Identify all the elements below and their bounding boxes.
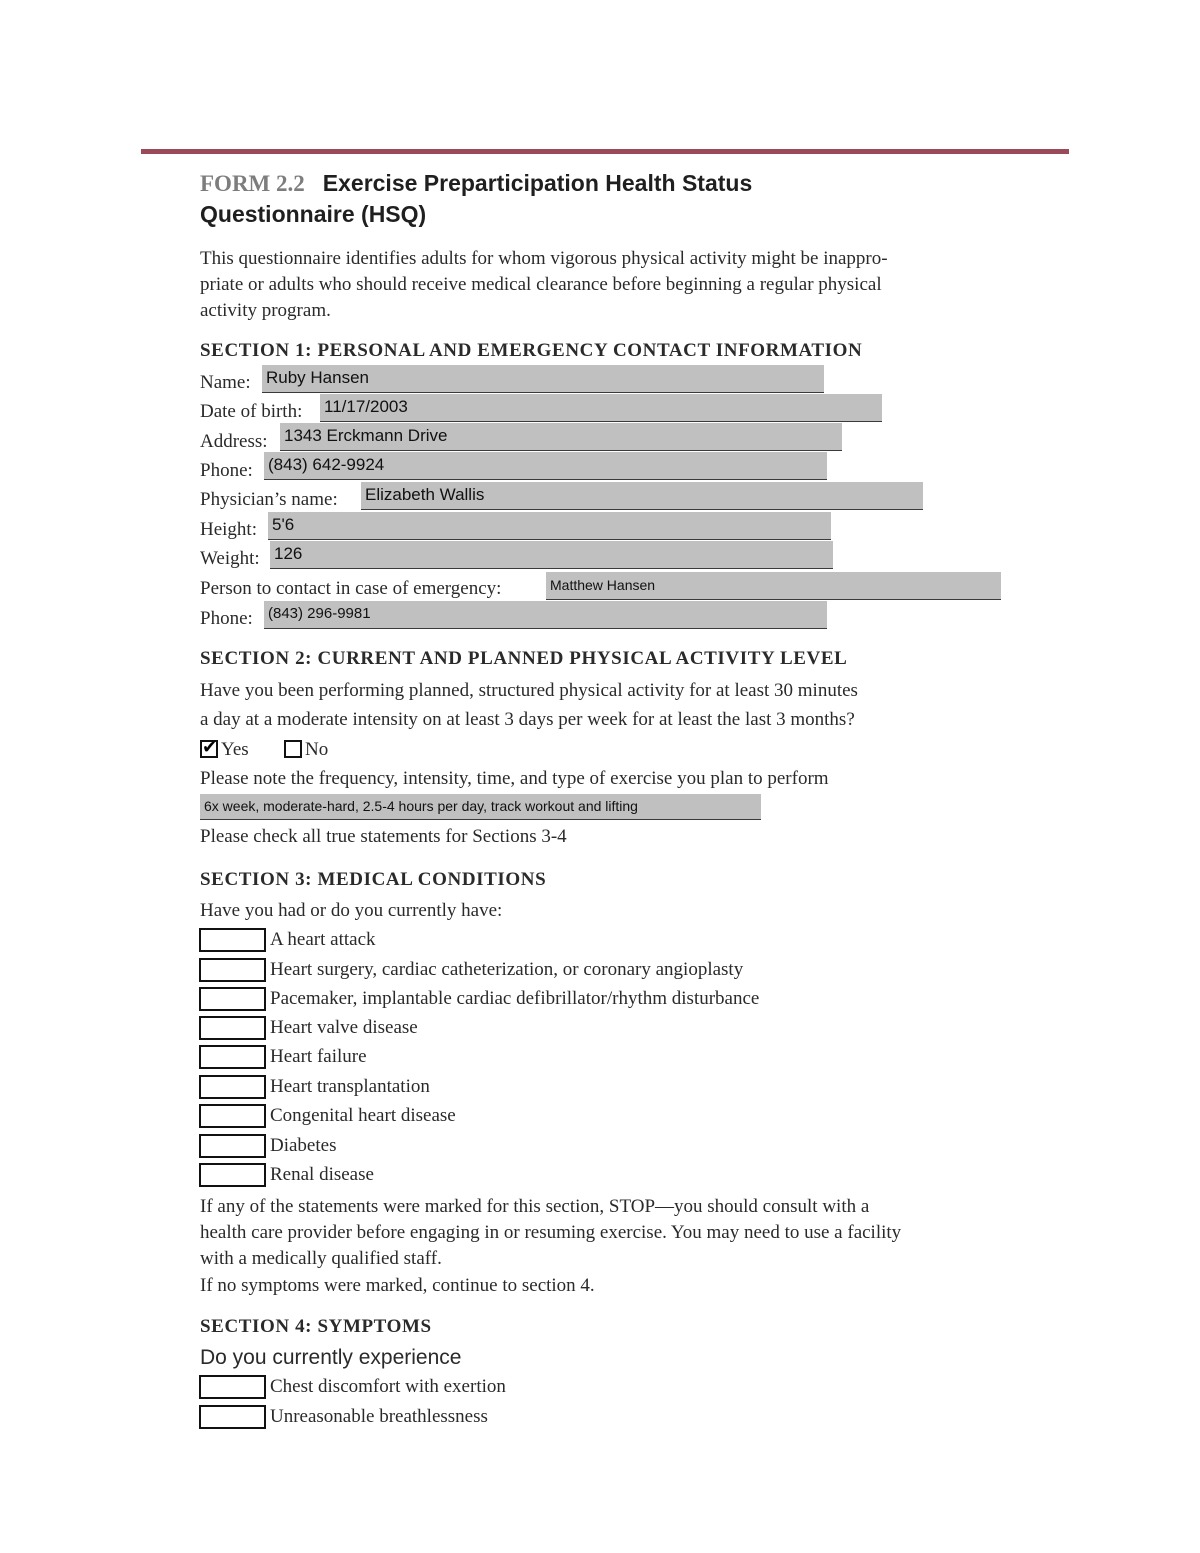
condition-checkbox[interactable] bbox=[199, 1016, 266, 1040]
emergency-phone-field[interactable]: (843) 296-9981 bbox=[264, 601, 827, 629]
form-number: FORM 2.2 bbox=[200, 171, 305, 196]
address-field-extension bbox=[824, 423, 842, 451]
yes-checkbox[interactable] bbox=[200, 737, 218, 758]
condition-checkbox[interactable] bbox=[199, 1045, 266, 1069]
phone-field[interactable]: (843) 642-9924 bbox=[264, 452, 827, 480]
dob-label: Date of birth: bbox=[200, 401, 303, 422]
dob-field-extension bbox=[824, 394, 882, 422]
continue-note: If no symptoms were marked, continue to section 4. bbox=[200, 1275, 595, 1296]
stop-line: health care provider before engaging in or resuming exercise. You may need to use a facility bbox=[200, 1222, 902, 1243]
weight-field[interactable]: 126 bbox=[270, 541, 833, 569]
condition-checkbox[interactable] bbox=[199, 1134, 266, 1158]
plan-prompt: Please note the frequency, intensity, time, and type of exercise you plan to perform bbox=[200, 768, 829, 789]
title-line-2: Questionnaire (HSQ) bbox=[200, 201, 427, 227]
name-label: Name: bbox=[200, 372, 251, 393]
no-label: No bbox=[305, 739, 329, 760]
checkmark-icon: ✔ bbox=[202, 737, 218, 758]
condition-checkbox[interactable] bbox=[199, 1104, 266, 1128]
condition-label: A heart attack bbox=[270, 929, 376, 950]
condition-checkbox[interactable] bbox=[199, 928, 266, 952]
stop-line: with a medically qualified staff. bbox=[200, 1248, 442, 1269]
condition-label: Heart failure bbox=[270, 1046, 367, 1067]
section-2-heading: SECTION 2: CURRENT AND PLANNED PHYSICAL ACTIVITY LEVEL bbox=[200, 648, 848, 669]
section-4-heading: SECTION 4: SYMPTOMS bbox=[200, 1316, 432, 1337]
condition-label: Heart surgery, cardiac catheterization, or coronary angioplasty bbox=[270, 959, 744, 980]
condition-label: Heart valve disease bbox=[270, 1017, 418, 1038]
section-1-heading: SECTION 1: PERSONAL AND EMERGENCY CONTACT INFORMATION bbox=[200, 340, 863, 361]
intro-line: This questionnaire identifies adults for whom vigorous physical activity might be inappro- bbox=[200, 248, 888, 269]
physician-label: Physician’s name: bbox=[200, 489, 338, 510]
condition-checkbox[interactable] bbox=[199, 987, 266, 1011]
condition-checkbox[interactable] bbox=[199, 1075, 266, 1099]
stop-paragraph bbox=[200, 1194, 1010, 1272]
emergency-phone-label: Phone: bbox=[200, 608, 253, 629]
symptom-checkbox[interactable] bbox=[199, 1405, 266, 1429]
dob-field[interactable]: 11/17/2003 bbox=[320, 394, 824, 422]
symptom-label: Chest discomfort with exertion bbox=[270, 1376, 506, 1397]
intro-line: activity program. bbox=[200, 300, 331, 321]
height-label: Height: bbox=[200, 519, 257, 540]
symptom-checkbox[interactable] bbox=[199, 1375, 266, 1399]
emergency-contact-field[interactable]: Matthew Hansen bbox=[546, 572, 1001, 600]
form-title bbox=[200, 168, 752, 230]
physician-field[interactable]: Elizabeth Wallis bbox=[361, 482, 923, 510]
address-field[interactable]: 1343 Erckmann Drive bbox=[280, 423, 824, 451]
top-accent-bar bbox=[141, 149, 1069, 154]
phone-label: Phone: bbox=[200, 460, 253, 481]
intro-paragraph bbox=[200, 246, 1000, 324]
section-3-heading: SECTION 3: MEDICAL CONDITIONS bbox=[200, 869, 547, 890]
stop-line: If any of the statements were marked for this section, STOP—you should consult with a bbox=[200, 1196, 870, 1217]
condition-label: Diabetes bbox=[270, 1135, 337, 1156]
section-4-prompt: Do you currently experience bbox=[200, 1346, 462, 1369]
weight-label: Weight: bbox=[200, 548, 260, 569]
condition-label: Renal disease bbox=[270, 1164, 374, 1185]
exercise-plan-field[interactable]: 6x week, moderate-hard, 2.5-4 hours per day, track workout and lifting bbox=[200, 794, 761, 820]
condition-label: Heart transplantation bbox=[270, 1076, 430, 1097]
condition-label: Pacemaker, implantable cardiac defibrillator/rhythm disturbance bbox=[270, 988, 760, 1009]
emergency-contact-label: Person to contact in case of emergency: bbox=[200, 578, 502, 599]
condition-checkbox[interactable] bbox=[199, 1163, 266, 1187]
address-label: Address: bbox=[200, 431, 268, 452]
check-statements-note: Please check all true statements for Sections 3-4 bbox=[200, 826, 567, 847]
condition-checkbox[interactable] bbox=[199, 958, 266, 982]
no-checkbox[interactable] bbox=[284, 740, 302, 758]
section-3-prompt: Have you had or do you currently have: bbox=[200, 900, 503, 921]
symptom-label: Unreasonable breathlessness bbox=[270, 1406, 488, 1427]
activity-question-line-2: a day at a moderate intensity on at least 3 days per week for at least the last 3 months? bbox=[200, 709, 855, 730]
activity-question-line-1: Have you been performing planned, structured physical activity for at least 30 minutes bbox=[200, 680, 858, 701]
condition-label: Congenital heart disease bbox=[270, 1105, 456, 1126]
intro-line: priate or adults who should receive medical clearance before beginning a regular physical bbox=[200, 274, 882, 295]
name-field[interactable]: Ruby Hansen bbox=[262, 365, 824, 393]
title-line-1: Exercise Preparticipation Health Status bbox=[322, 170, 753, 196]
height-field[interactable]: 5'6 bbox=[268, 512, 831, 540]
yes-label: Yes bbox=[221, 739, 249, 760]
